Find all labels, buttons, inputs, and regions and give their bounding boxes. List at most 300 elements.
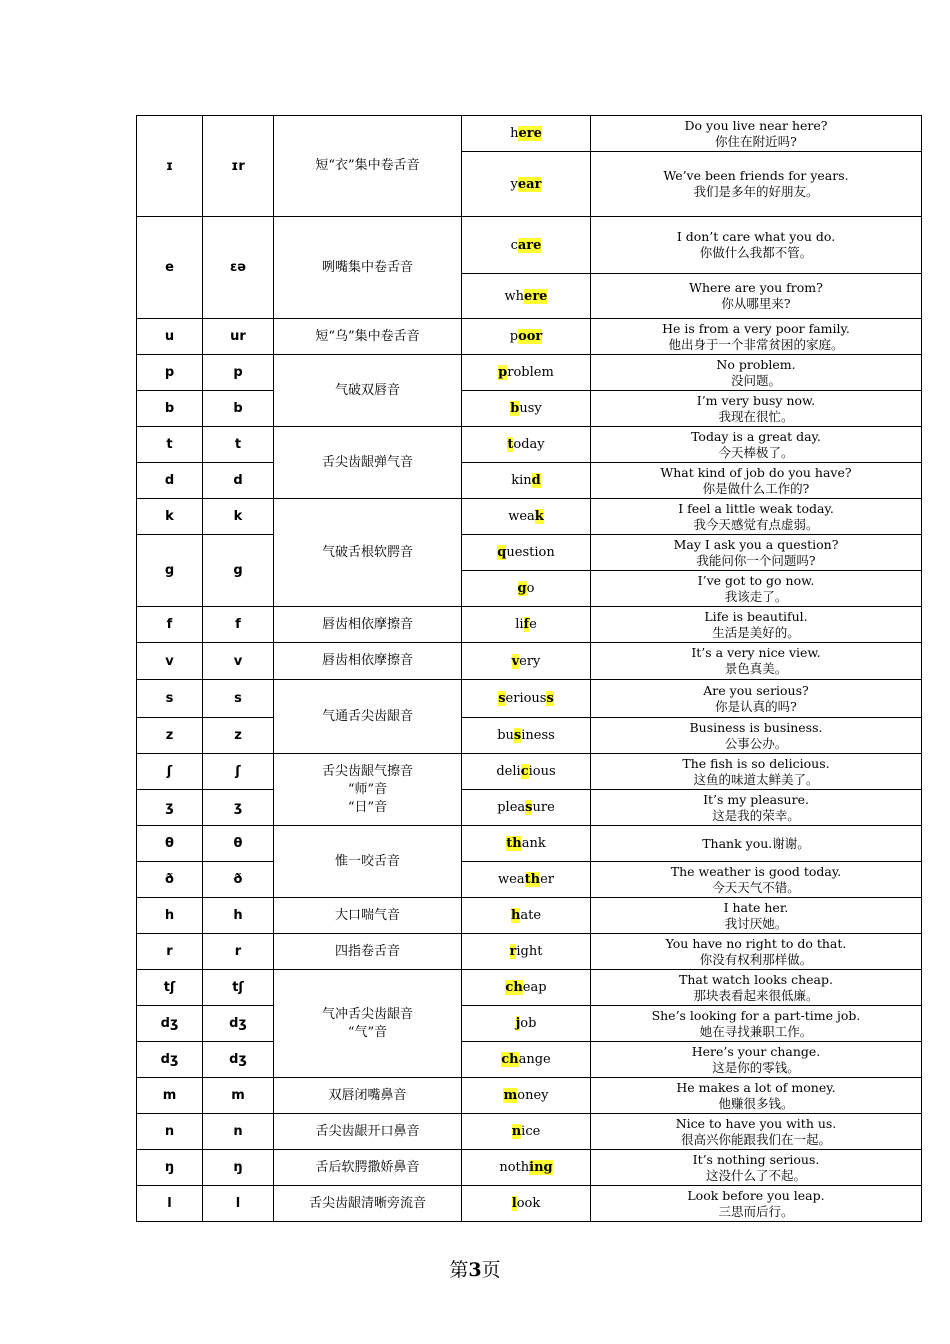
sentence-english: It’s a very nice view.	[691, 645, 821, 660]
highlighted-letters: ear	[517, 176, 542, 192]
description-line: 短“乌”集中卷舌音	[315, 328, 420, 344]
phoneme-cell: p	[137, 355, 203, 391]
example-sentence	[591, 970, 922, 1006]
sentence-english: You have no right to do that.	[665, 935, 847, 951]
example-sentence	[591, 152, 922, 217]
sentence-chinese: 他赚很多钱。	[718, 1095, 794, 1111]
example-sentence	[591, 1078, 922, 1114]
description-line: 舌尖齿龈气擦音	[321, 763, 413, 779]
description-line: 唇齿相依摩擦音	[321, 616, 413, 632]
table-row	[137, 643, 922, 680]
description-cell	[274, 898, 462, 934]
phoneme-variant-cell: θ	[203, 826, 274, 862]
sentence-english: Do you live near here?	[684, 117, 828, 133]
description-cell	[274, 643, 462, 680]
phoneme-variant-cell: v	[203, 643, 274, 680]
table-row	[137, 355, 922, 391]
word-part: wea	[498, 872, 525, 887]
sentence-chinese: 我现在很忙。	[718, 408, 794, 424]
description-line: “日”音	[347, 799, 388, 815]
phoneme-variant-cell: b	[203, 391, 274, 427]
example-sentence	[591, 1006, 922, 1042]
sentence-chinese: 生活是美好的。	[712, 624, 800, 640]
table-row	[137, 499, 922, 535]
phoneme-cell: ŋ	[137, 1150, 203, 1186]
description-line: 舌后软腭撒娇鼻音	[315, 1159, 420, 1175]
table-row	[137, 391, 922, 427]
example-word	[462, 274, 591, 319]
word-part: y	[510, 176, 518, 192]
phoneme-cell: n	[137, 1114, 203, 1150]
sentence-chinese: 这鱼的味道太鲜美了。	[693, 771, 819, 787]
highlighted-letters: p	[498, 365, 508, 380]
phoneme-cell: e	[137, 217, 203, 319]
example-sentence	[591, 934, 922, 970]
word-part: ice	[521, 1124, 541, 1139]
highlighted-letters: q	[497, 545, 507, 560]
phoneme-variant-cell: ɛə	[203, 217, 274, 319]
example-word	[462, 754, 591, 790]
table-row	[137, 1114, 922, 1150]
example-word	[462, 1150, 591, 1186]
example-word	[462, 970, 591, 1006]
word-part: ious	[528, 764, 556, 779]
word-part: ob	[520, 1016, 537, 1031]
sentence-chinese: 公事公办。	[724, 735, 788, 751]
table-row	[137, 427, 922, 463]
highlighted-letters: s	[498, 691, 506, 706]
sentence-chinese: 我该走了。	[724, 588, 788, 604]
example-word	[462, 217, 591, 274]
example-word	[462, 718, 591, 754]
description-line: 舌尖齿龈弹气音	[321, 454, 413, 470]
word-part: li	[515, 617, 524, 632]
table-row	[137, 680, 922, 718]
word-part: plea	[497, 800, 526, 815]
sentence-english: I hate her.	[723, 899, 789, 915]
sentence-english: It’s nothing serious.	[692, 1151, 820, 1167]
sentence-chinese: 我讨厌她。	[724, 915, 788, 931]
phoneme-variant-cell: l	[203, 1186, 274, 1222]
highlighted-letters: ere	[524, 288, 548, 304]
example-word	[462, 1078, 591, 1114]
table-row	[137, 116, 922, 152]
description-cell	[274, 680, 462, 754]
example-sentence	[591, 427, 922, 463]
example-word	[462, 391, 591, 427]
highlighted-letters: l	[511, 1196, 517, 1211]
description-cell	[274, 1114, 462, 1150]
phoneme-cell: b	[137, 391, 203, 427]
phoneme-variant-cell: g	[203, 535, 274, 607]
word-part: p	[509, 329, 519, 344]
word-part: ook	[516, 1196, 541, 1211]
word-part: er	[540, 872, 554, 887]
sentence-chinese: 这是我的荣幸。	[712, 807, 800, 823]
phoneme-cell: v	[137, 643, 203, 680]
word-part: ery	[519, 653, 541, 669]
sentence-chinese: 景色真美。	[724, 661, 788, 676]
word-part: ank	[521, 836, 546, 851]
word-part: ange	[518, 1052, 551, 1067]
highlighted-letters: r	[509, 944, 517, 959]
sentence-chinese: 你是做什么工作的?	[702, 480, 810, 496]
phoneme-variant-cell: f	[203, 607, 274, 643]
table-row	[137, 862, 922, 898]
phoneme-cell: s	[137, 680, 203, 718]
highlighted-letters: oor	[518, 329, 543, 344]
description-line: 气通舌尖齿龈音	[321, 708, 413, 724]
phoneme-cell: dʒ	[137, 1042, 203, 1078]
example-sentence	[591, 116, 922, 152]
example-sentence	[591, 463, 922, 499]
sentence-chinese: 这是你的零钱。	[712, 1059, 800, 1075]
phoneme-variant-cell: n	[203, 1114, 274, 1150]
sentence-chinese: 我们是多年的好朋友。	[693, 184, 819, 199]
table-row	[137, 319, 922, 355]
table-row	[137, 898, 922, 934]
highlighted-letters: ere	[518, 126, 542, 141]
sentence-english: Here’s your change.	[691, 1043, 821, 1059]
phoneme-cell: f	[137, 607, 203, 643]
example-word	[462, 934, 591, 970]
highlighted-letters: v	[511, 653, 520, 669]
example-word	[462, 643, 591, 680]
description-line: 舌尖齿龈开口鼻音	[315, 1123, 420, 1139]
word-part: ight	[516, 944, 543, 959]
footer-suffix: 页	[481, 1259, 501, 1281]
highlighted-letters: j	[515, 1016, 521, 1031]
description-line: 大口喘气音	[334, 907, 400, 923]
sentence-english: It’s my pleasure.	[703, 791, 809, 807]
word-part: ure	[532, 800, 555, 815]
description-cell	[274, 116, 462, 217]
highlighted-letters: h	[510, 908, 521, 923]
footer-prefix: 第	[449, 1259, 469, 1281]
example-word	[462, 499, 591, 535]
word-part: e	[529, 617, 537, 632]
table-row	[137, 607, 922, 643]
description-line: 气破双唇音	[334, 382, 400, 398]
example-sentence	[591, 499, 922, 535]
phoneme-variant-cell: ð	[203, 862, 274, 898]
example-sentence	[591, 1114, 922, 1150]
word-part: erious	[505, 691, 547, 706]
sentence-chinese: 今天天气不错。	[712, 879, 800, 895]
phoneme-cell: k	[137, 499, 203, 535]
description-line: 舌尖齿龈清晰旁流音	[308, 1195, 426, 1211]
table-row	[137, 217, 922, 274]
sentence-english: That watch looks cheap.	[679, 971, 833, 987]
example-sentence	[591, 571, 922, 607]
sentence-chinese: 那块表看起来很低廉。	[693, 987, 819, 1003]
phoneme-variant-cell: r	[203, 934, 274, 970]
example-word	[462, 1186, 591, 1222]
example-sentence	[591, 826, 922, 862]
sentence-english: The fish is so delicious.	[682, 755, 830, 771]
example-sentence	[591, 1150, 922, 1186]
phoneme-variant-cell: m	[203, 1078, 274, 1114]
description-line: “气”音	[347, 1024, 388, 1040]
word-part: ate	[520, 908, 542, 923]
word-part: kin	[511, 473, 532, 488]
table-row	[137, 1078, 922, 1114]
sentence-english: Thank you.谢谢。	[702, 835, 810, 851]
sentence-chinese: 三思而后行。	[718, 1203, 794, 1219]
example-sentence	[591, 217, 922, 274]
sentence-english: He makes a lot of money.	[676, 1079, 836, 1095]
highlighted-letters: g	[517, 581, 527, 596]
example-word	[462, 571, 591, 607]
highlighted-letters: s	[513, 728, 522, 743]
phoneme-variant-cell: ur	[203, 319, 274, 355]
phoneme-cell: z	[137, 718, 203, 754]
example-word	[462, 826, 591, 862]
example-word	[462, 862, 591, 898]
phoneme-variant-cell: z	[203, 718, 274, 754]
phoneme-cell: ɪ	[137, 116, 203, 217]
phoneme-cell: tʃ	[137, 970, 203, 1006]
sentence-chinese: 很高兴你能跟我们在一起。	[680, 1131, 831, 1147]
sentence-english: I feel a little weak today.	[678, 500, 834, 516]
phoneme-cell: ʃ	[137, 754, 203, 790]
example-word	[462, 535, 591, 571]
example-word	[462, 1006, 591, 1042]
phoneme-cell: ð	[137, 862, 203, 898]
table-row	[137, 718, 922, 754]
word-part: noth	[499, 1160, 530, 1175]
sentence-chinese: 我能问你一个问题吗?	[696, 552, 816, 568]
page-footer	[0, 1255, 950, 1282]
sentence-chinese: 你做什么我都不管。	[699, 245, 813, 260]
highlighted-letters: k	[534, 509, 544, 524]
sentence-chinese: 她在寻找兼职工作。	[699, 1023, 813, 1039]
sentence-english: May I ask you a question?	[673, 536, 839, 552]
example-sentence	[591, 391, 922, 427]
sentence-chinese: 你没有权利那样做。	[699, 951, 813, 967]
example-sentence	[591, 535, 922, 571]
phoneme-cell: h	[137, 898, 203, 934]
description-line: 惟一咬舌音	[334, 853, 400, 869]
example-word	[462, 319, 591, 355]
description-cell	[274, 754, 462, 826]
word-part: wh	[504, 288, 525, 304]
sentence-english: Nice to have you with us.	[675, 1115, 837, 1131]
highlighted-letters: m	[503, 1088, 518, 1103]
highlighted-letters: are	[517, 237, 542, 253]
example-word	[462, 463, 591, 499]
sentence-english: Today is a great day.	[691, 428, 821, 444]
example-sentence	[591, 862, 922, 898]
phoneme-variant-cell: ʃ	[203, 754, 274, 790]
table-row	[137, 463, 922, 499]
example-sentence	[591, 754, 922, 790]
example-sentence	[591, 274, 922, 319]
sentence-english: She’s looking for a part-time job.	[651, 1007, 861, 1023]
phoneme-variant-cell: ʒ	[203, 790, 274, 826]
description-cell	[274, 319, 462, 355]
sentence-chinese: 你住在附近吗?	[715, 133, 797, 149]
description-cell	[274, 1150, 462, 1186]
highlighted-letters: t	[507, 437, 514, 452]
table-row	[137, 535, 922, 571]
description-line: 气冲舌尖齿龈音	[321, 1006, 413, 1022]
word-part: h	[510, 126, 519, 141]
description-line: 气破舌根软腭音	[321, 544, 413, 560]
page-number: 3	[468, 1259, 482, 1281]
example-sentence	[591, 1186, 922, 1222]
sentence-chinese: 你从哪里来?	[721, 296, 791, 311]
description-line: 唇齿相依摩擦音	[321, 653, 413, 668]
phoneme-variant-cell: ŋ	[203, 1150, 274, 1186]
word-part: iness	[521, 728, 555, 743]
example-sentence	[591, 355, 922, 391]
description-line: 双唇闭嘴鼻音	[328, 1087, 407, 1103]
table-row	[137, 934, 922, 970]
phoneme-variant-cell: h	[203, 898, 274, 934]
highlighted-letters: b	[510, 401, 520, 416]
example-word	[462, 898, 591, 934]
phoneme-cell: m	[137, 1078, 203, 1114]
word-part: usy	[519, 401, 542, 416]
word-part: c	[510, 237, 518, 253]
table-row	[137, 754, 922, 790]
description-line: 短“衣”集中卷舌音	[315, 158, 420, 173]
sentence-english: The weather is good today.	[670, 863, 842, 879]
highlighted-letters: f	[523, 617, 530, 632]
phonetics-table	[136, 115, 922, 1222]
phoneme-variant-cell: ɪr	[203, 116, 274, 217]
word-part: bu	[497, 728, 514, 743]
example-word	[462, 427, 591, 463]
sentence-english: Life is beautiful.	[704, 608, 808, 624]
highlighted-letters: ch	[505, 980, 523, 995]
example-word	[462, 116, 591, 152]
word-part: o	[526, 581, 535, 596]
description-line: 咧嘴集中卷舌音	[321, 259, 413, 275]
table-row	[137, 1006, 922, 1042]
sentence-chinese: 今天棒极了。	[718, 444, 794, 460]
description-line: 四指卷舌音	[334, 943, 400, 959]
sentence-english: No problem.	[716, 356, 796, 372]
phoneme-cell: d	[137, 463, 203, 499]
example-word	[462, 1114, 591, 1150]
example-word	[462, 680, 591, 718]
table-row	[137, 970, 922, 1006]
sentence-english: Business is business.	[689, 719, 823, 735]
table-row	[137, 1042, 922, 1078]
example-sentence	[591, 898, 922, 934]
description-cell	[274, 607, 462, 643]
sentence-english: Where are you from?	[689, 280, 823, 295]
sentence-chinese: 他出身于一个非常贫困的家庭。	[668, 336, 844, 352]
example-word	[462, 790, 591, 826]
example-sentence	[591, 607, 922, 643]
phoneme-variant-cell: dʒ	[203, 1042, 274, 1078]
phoneme-cell: ʒ	[137, 790, 203, 826]
sentence-chinese: 我今天感觉有点虚弱。	[693, 516, 819, 532]
phoneme-variant-cell: k	[203, 499, 274, 535]
phoneme-variant-cell: dʒ	[203, 1006, 274, 1042]
example-sentence	[591, 790, 922, 826]
description-cell	[274, 427, 462, 499]
highlighted-letters: d	[531, 473, 541, 488]
example-word	[462, 1042, 591, 1078]
word-part: oney	[517, 1088, 549, 1103]
table-row	[137, 1186, 922, 1222]
highlighted-letters: th	[506, 836, 522, 851]
highlighted-letters: ch	[501, 1052, 519, 1067]
word-part: deli	[496, 764, 521, 779]
example-word	[462, 355, 591, 391]
description-line: “师”音	[347, 781, 388, 797]
sentence-english: I don’t care what you do.	[676, 229, 836, 244]
description-cell	[274, 499, 462, 607]
example-word	[462, 607, 591, 643]
description-cell	[274, 217, 462, 319]
example-sentence	[591, 319, 922, 355]
sentence-english: What kind of job do you have?	[660, 464, 852, 480]
phoneme-cell: dʒ	[137, 1006, 203, 1042]
description-cell	[274, 1078, 462, 1114]
sentence-english: I’ve got to go now.	[697, 572, 815, 588]
word-part: eap	[522, 980, 547, 995]
table-row	[137, 1150, 922, 1186]
phoneme-cell: l	[137, 1186, 203, 1222]
phoneme-cell: u	[137, 319, 203, 355]
highlighted-letters: c	[520, 764, 529, 779]
highlighted-letters: n	[511, 1124, 522, 1139]
highlighted-letters: ing	[529, 1160, 553, 1175]
phoneme-variant-cell: s	[203, 680, 274, 718]
table-row	[137, 790, 922, 826]
description-cell	[274, 355, 462, 427]
highlighted-letters: s	[546, 691, 554, 706]
description-cell	[274, 934, 462, 970]
phoneme-cell: t	[137, 427, 203, 463]
example-sentence	[591, 718, 922, 754]
phoneme-variant-cell: d	[203, 463, 274, 499]
word-part: roblem	[507, 365, 554, 380]
example-sentence	[591, 643, 922, 680]
word-part: uestion	[506, 545, 555, 560]
phoneme-cell: r	[137, 934, 203, 970]
description-cell	[274, 970, 462, 1078]
sentence-chinese: 这没什么了不起。	[705, 1167, 806, 1183]
phoneme-variant-cell: tʃ	[203, 970, 274, 1006]
word-part: oday	[513, 437, 545, 452]
highlighted-letters: s	[525, 800, 533, 815]
sentence-chinese: 你是认真的吗?	[715, 698, 797, 714]
sentence-english: He is from a very poor family.	[662, 320, 850, 336]
highlighted-letters: th	[524, 872, 541, 887]
example-sentence	[591, 680, 922, 718]
phoneme-variant-cell: t	[203, 427, 274, 463]
example-word	[462, 152, 591, 217]
word-part: wea	[508, 509, 535, 524]
example-sentence	[591, 1042, 922, 1078]
phoneme-cell: g	[137, 535, 203, 607]
table-row	[137, 826, 922, 862]
sentence-english: I’m very busy now.	[696, 392, 816, 408]
sentence-english: Are you serious?	[703, 682, 809, 698]
sentence-english: Look before you leap.	[687, 1187, 825, 1203]
description-cell	[274, 1186, 462, 1222]
sentence-english: We’ve been friends for years.	[663, 168, 849, 183]
phoneme-cell: θ	[137, 826, 203, 862]
phoneme-variant-cell: p	[203, 355, 274, 391]
description-cell	[274, 826, 462, 898]
